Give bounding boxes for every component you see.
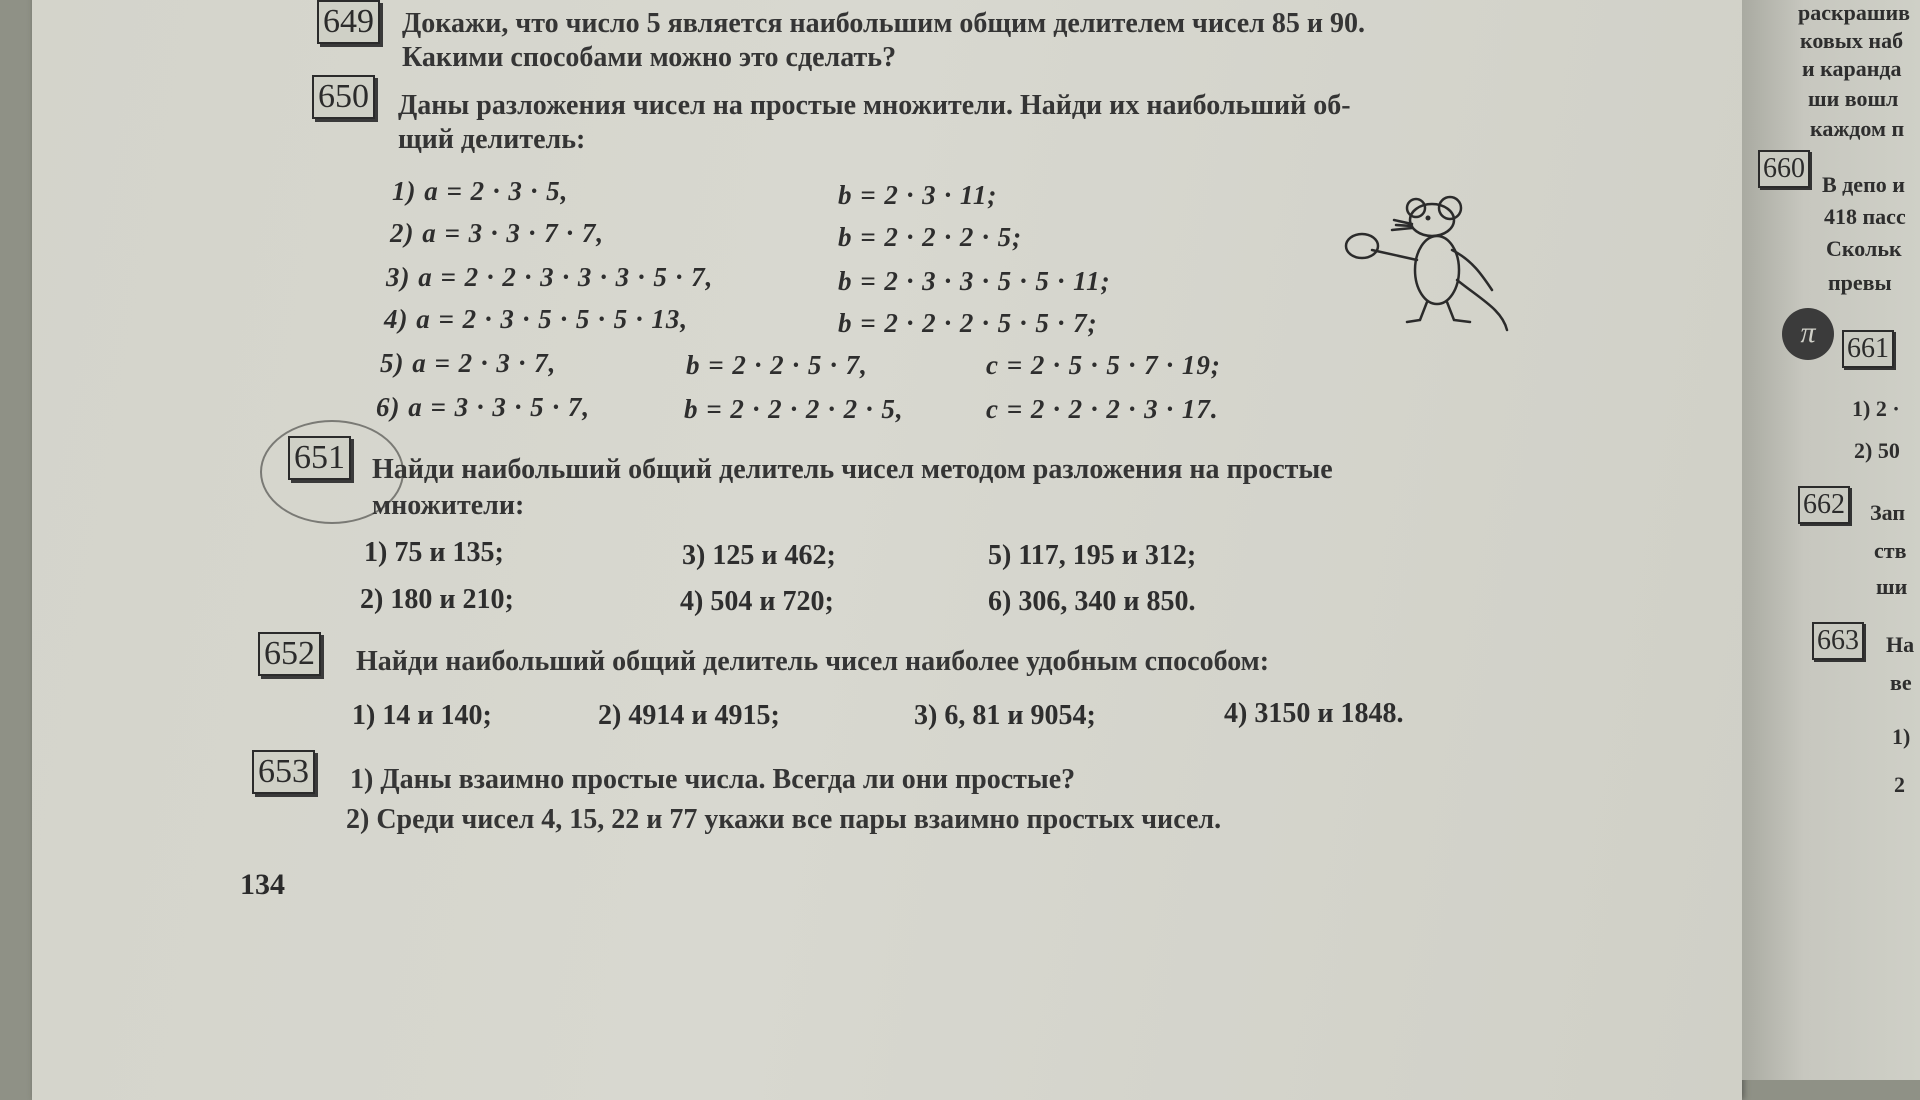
task-660-text: 418 пасс <box>1824 204 1906 229</box>
task-650-row1-a: 1) a = 2 · 3 · 5, <box>392 176 569 206</box>
right-page-fragment <box>1742 0 1920 1080</box>
task-663-text: На <box>1886 632 1915 657</box>
task-650-row6-a: 6) a = 3 · 3 · 5 · 7, <box>376 392 591 422</box>
task-663-text: 2 <box>1894 772 1905 797</box>
task-652-number: 652 <box>258 632 321 676</box>
task-650-text-line2: щий делитель: <box>398 124 586 155</box>
task-650-row4-b: b = 2 · 2 · 2 · 5 · 5 · 7; <box>838 308 1098 338</box>
task-650-number: 650 <box>312 75 375 119</box>
task-652-text-line1: Найди наибольший общий делитель чисел наиболее удобным способом: <box>356 646 1270 677</box>
task-651-text-line2: множители: <box>372 490 525 521</box>
task-650-row3-a: 3) a = 2 · 2 · 3 · 3 · 3 · 5 · 7, <box>386 262 714 292</box>
task-651-item: 1) 75 и 135; <box>364 537 504 568</box>
task-660-text: превы <box>1828 270 1892 295</box>
task-651-number: 651 <box>288 436 351 480</box>
task-650-row6-c: c = 2 · 2 · 2 · 3 · 17. <box>986 394 1219 424</box>
task-652-item: 2) 4914 и 4915; <box>598 700 780 731</box>
task-661-number: 661 <box>1842 330 1894 368</box>
task-651-item: 2) 180 и 210; <box>360 584 514 615</box>
task-650-row2-b: b = 2 · 2 · 2 · 5; <box>838 222 1023 252</box>
task-650-row5-c: c = 2 · 5 · 5 · 7 · 19; <box>986 350 1221 380</box>
textbook-page <box>32 0 1742 1100</box>
task-650-row2-a: 2) a = 3 · 3 · 7 · 7, <box>390 218 605 248</box>
task-653-number: 653 <box>252 750 315 794</box>
task-653-text-line2: 2) Среди чисел 4, 15, 22 и 77 укажи все пары взаимно простых чисел. <box>346 804 1222 835</box>
task-650-text-line1: Даны разложения чисел на простые множители. Найди их наибольший об- <box>398 90 1351 121</box>
task-650-row3-b: b = 2 · 3 · 3 · 5 · 5 · 11; <box>838 266 1111 296</box>
task-652-item: 3) 6, 81 и 9054; <box>914 700 1096 731</box>
task-650-row5-b: b = 2 · 2 · 5 · 7, <box>686 350 868 380</box>
task-653-text-line1: 1) Даны взаимно простые числа. Всегда ли они простые? <box>350 764 1076 795</box>
task-652-item: 4) 3150 и 1848. <box>1224 698 1404 729</box>
task-651-text-line1: Найди наибольший общий делитель чисел методом разложения на простые <box>372 454 1333 485</box>
task-650-row6-b: b = 2 · 2 · 2 · 2 · 5, <box>684 394 904 424</box>
task-649-number: 649 <box>317 0 380 44</box>
right-text-fragment: каждом п <box>1810 116 1905 141</box>
right-text-fragment: ковых наб <box>1800 28 1904 53</box>
page-number: 134 <box>240 868 285 901</box>
pi-icon: π <box>1782 308 1834 360</box>
task-651-item: 3) 125 и 462; <box>682 540 836 571</box>
task-649-text-line1: Докажи, что число 5 является наибольшим общим делителем чисел 85 и 90. <box>402 8 1366 39</box>
task-650-row4-a: 4) a = 2 · 3 · 5 · 5 · 5 · 13, <box>384 304 689 334</box>
task-660-number: 660 <box>1758 150 1810 188</box>
task-651-item: 5) 117, 195 и 312; <box>988 540 1197 571</box>
task-651-item: 4) 504 и 720; <box>680 586 834 617</box>
task-662-text: ши <box>1876 574 1908 599</box>
task-649-text-line2: Какими способами можно это сделать? <box>402 42 897 73</box>
mouse-illustration <box>1332 180 1512 340</box>
task-650-row1-b: b = 2 · 3 · 11; <box>838 180 998 210</box>
task-660-text: В депо и <box>1822 172 1905 197</box>
task-650-row5-a: 5) a = 2 · 3 · 7, <box>380 348 557 378</box>
task-662-text: ств <box>1874 538 1907 563</box>
task-662-number: 662 <box>1798 486 1850 524</box>
task-660-text: Скольк <box>1826 236 1902 261</box>
task-651-item: 6) 306, 340 и 850. <box>988 586 1196 617</box>
right-text-fragment: раскрашив <box>1798 0 1911 25</box>
task-663-number: 663 <box>1812 622 1864 660</box>
task-662-text: Зап <box>1870 500 1905 525</box>
task-661-text: 2) 50 <box>1854 438 1900 463</box>
task-661-text: 1) 2 · <box>1852 396 1900 421</box>
task-663-text: 1) <box>1892 724 1911 749</box>
task-652-item: 1) 14 и 140; <box>352 700 492 731</box>
right-text-fragment: и каранда <box>1802 56 1902 81</box>
task-663-text: ве <box>1890 670 1912 695</box>
right-text-fragment: ши вошл <box>1808 86 1899 111</box>
